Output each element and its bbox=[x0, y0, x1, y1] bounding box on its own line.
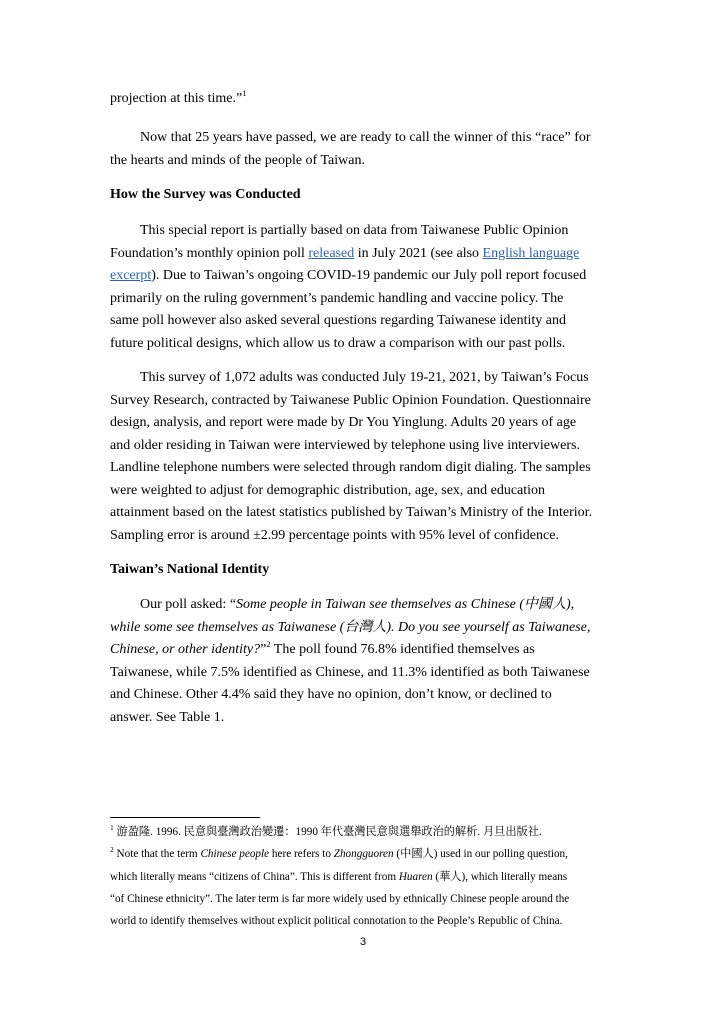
text-line: Now that 25 years have passed, we are ready to call the winner of this “race” for bbox=[140, 130, 591, 145]
section-heading-survey: How the Survey was Conducted bbox=[110, 187, 301, 202]
text-run: (華人), which literally means bbox=[432, 870, 568, 883]
footnote-ref-1[interactable]: 1 bbox=[242, 88, 247, 98]
footnote-mark: 1 bbox=[110, 823, 114, 832]
text-run: Chinese people bbox=[200, 848, 270, 861]
text-line: future political designs, which allow us to draw a comparison with our past polls. bbox=[110, 335, 566, 351]
text-line: This survey of 1,072 adults was conducted July 19-21, 2021, by Taiwan’s Focus bbox=[140, 370, 589, 385]
text-run: Zhongguoren bbox=[333, 848, 394, 861]
footnote-ref-2[interactable]: 2 bbox=[266, 639, 271, 649]
footnote-mark: 2 bbox=[110, 845, 114, 855]
text-line: Survey Research, contracted by Taiwanese Public Opinion Foundation. Questionnaire bbox=[110, 392, 591, 408]
text-line: were weighted to adjust for demographic distribution, age, sex, and education bbox=[110, 482, 546, 498]
released-link[interactable]: released bbox=[308, 245, 355, 261]
english-excerpt-link[interactable]: English language bbox=[482, 245, 580, 261]
question-text: while some see themselves as Taiwanese (台灣人). Do you see yourself as Taiwanese, bbox=[110, 619, 591, 635]
text-line: attainment based on the latest statistics published by Taiwan’s Ministry of the Interior. bbox=[110, 505, 593, 520]
text-line: Sampling error is around ±2.99 percentage points with 95% level of confidence. bbox=[110, 527, 559, 543]
text-run: Our poll asked: “ bbox=[140, 597, 237, 612]
text-run: Foundation’s monthly opinion poll bbox=[110, 245, 309, 261]
text-line: design, analysis, and report were made by Dr You Yinglung. Adults 20 years of age bbox=[110, 415, 577, 430]
text-run: The poll found 76.8% identified themselves as bbox=[270, 642, 535, 657]
text-line: This special report is partially based on data from Taiwanese Public Opinion bbox=[140, 223, 569, 238]
text-run: in July 2021 (see also bbox=[354, 245, 483, 261]
footnote-divider bbox=[110, 817, 260, 818]
footnote-2 bbox=[110, 843, 616, 865]
text-line: same poll however also asked several questions regarding Taiwanese identity and bbox=[110, 313, 566, 328]
question-text: Chinese, or other identity? bbox=[110, 642, 261, 657]
english-excerpt-link-cont[interactable]: excerpt bbox=[110, 268, 152, 283]
paragraph-survey-method bbox=[110, 367, 616, 547]
footnotes bbox=[110, 821, 616, 932]
section-heading-identity: Taiwan’s National Identity bbox=[110, 562, 270, 577]
paragraph-projection bbox=[110, 88, 616, 111]
text-run: which literally means “citizens of China”. This is different from bbox=[110, 870, 399, 883]
paragraph-poll-question bbox=[110, 594, 616, 729]
text-run: Huaren bbox=[398, 870, 433, 883]
text-line: Taiwanese, while 7.5% identified as Chinese, and 11.3% identified as both Taiwanese bbox=[110, 664, 590, 680]
paragraph-text: projection at this time.” bbox=[110, 91, 243, 106]
text-line: Landline telephone numbers were selected through random digit dialing. The samples bbox=[110, 460, 591, 475]
text-run: ” bbox=[260, 642, 267, 657]
text-line: “of Chinese ethnicity”. The later term is far more widely used by ethnically Chinese people around the bbox=[110, 892, 570, 905]
text-line: primarily on the ruling government’s pandemic handling and vaccine policy. The bbox=[110, 290, 564, 306]
text-line: answer. See Table 1. bbox=[110, 709, 225, 725]
text-line: and older residing in Taiwan were interviewed by telephone using live interviewers. bbox=[110, 437, 580, 453]
page-number: 3 bbox=[359, 936, 367, 948]
question-text: Some people in Taiwan see themselves as Chinese (中國人), bbox=[236, 597, 575, 612]
text-run: (中國人) used in our polling question, bbox=[393, 848, 568, 861]
paragraph-survey-basis bbox=[110, 220, 616, 355]
text-run: ). Due to Taiwan’s ongoing COVID-19 pandemic our July poll report focused bbox=[151, 268, 587, 283]
paragraph-25-years bbox=[110, 127, 616, 172]
text-line: world to identify themselves without explicit political connotation to the People’s Republic of China. bbox=[110, 915, 563, 928]
text-run: Note that the term bbox=[113, 848, 201, 861]
text-run: here refers to bbox=[269, 848, 334, 861]
footnote-text: 游盈隆. 1996. 民意與臺灣政治變遷：1990 年代臺灣民意與選舉政治的解析. 月旦出版社. bbox=[113, 826, 542, 838]
text-line: and Chinese. Other 4.4% said they have no opinion, don’t know, or declined to bbox=[110, 687, 552, 702]
footnote-1 bbox=[110, 821, 616, 843]
text-line: the hearts and minds of the people of Taiwan. bbox=[110, 152, 365, 168]
